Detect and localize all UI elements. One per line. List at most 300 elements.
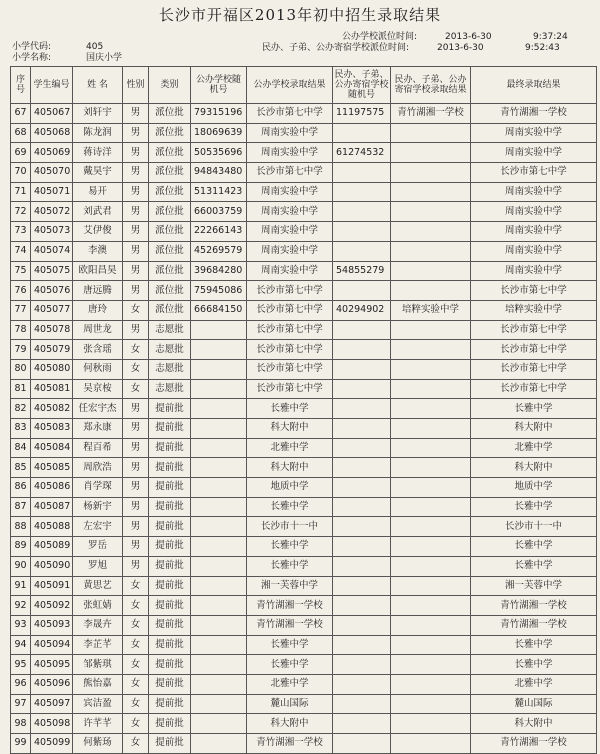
cell-category: 派位批 [149, 300, 191, 320]
cell-private-result [391, 458, 471, 478]
cell-student-id: 405094 [31, 635, 73, 655]
cell-name: 张虹婧 [73, 596, 123, 616]
cell-gender: 男 [123, 419, 149, 439]
cell-private-random-no [333, 517, 391, 537]
cell-student-id: 405074 [31, 241, 73, 261]
table-row [11, 320, 597, 340]
cell-private-result [391, 576, 471, 596]
cell-category: 提前批 [149, 458, 191, 478]
cell-seq: 79 [11, 340, 31, 360]
cell-final-result: 长沙市第七中学 [471, 340, 597, 360]
cell-public-result: 长雅中学 [247, 655, 333, 675]
cell-name: 程百希 [73, 438, 123, 458]
cell-gender: 男 [123, 222, 149, 242]
header-gender: 性别 [123, 67, 149, 104]
cell-student-id: 405078 [31, 320, 73, 340]
cell-private-result [391, 714, 471, 734]
cell-private-random-no [333, 399, 391, 419]
cell-gender: 男 [123, 163, 149, 183]
cell-student-id: 405068 [31, 123, 73, 143]
cell-gender: 男 [123, 458, 149, 478]
cell-category: 提前批 [149, 655, 191, 675]
school-code-label: 小学代码: [12, 42, 52, 52]
cell-public-random-no: 66684150 [191, 300, 247, 320]
cell-public-result: 青竹湖湘一学校 [247, 596, 333, 616]
cell-public-result: 长沙市第七中学 [247, 359, 333, 379]
cell-seq: 97 [11, 694, 31, 714]
cell-final-result: 北雅中学 [471, 438, 597, 458]
cell-gender: 男 [123, 497, 149, 517]
cell-name: 任宏宇杰 [73, 399, 123, 419]
cell-public-random-no [191, 576, 247, 596]
cell-final-result: 长沙市第七中学 [471, 359, 597, 379]
cell-public-result: 长沙市第七中学 [247, 320, 333, 340]
cell-student-id: 405092 [31, 596, 73, 616]
table-row [11, 123, 597, 143]
cell-gender: 男 [123, 399, 149, 419]
cell-public-random-no [191, 497, 247, 517]
cell-public-random-no [191, 478, 247, 498]
cell-student-id: 405091 [31, 576, 73, 596]
cell-name: 陈龙润 [73, 123, 123, 143]
cell-name: 李澳 [73, 241, 123, 261]
cell-student-id: 405077 [31, 300, 73, 320]
cell-name: 熊怡嘉 [73, 674, 123, 694]
cell-public-result: 周南实验中学 [247, 222, 333, 242]
cell-public-random-no [191, 655, 247, 675]
cell-private-random-no [333, 359, 391, 379]
header-seq: 序号 [11, 67, 31, 104]
cell-final-result: 培粹实验中学 [471, 300, 597, 320]
cell-public-random-no [191, 635, 247, 655]
cell-student-id: 405089 [31, 537, 73, 557]
cell-public-result: 周南实验中学 [247, 261, 333, 281]
table-row [11, 222, 597, 242]
cell-private-random-no [333, 458, 391, 478]
cell-gender: 女 [123, 300, 149, 320]
table-row [11, 517, 597, 537]
private-time-date: 2013-6-30 [437, 43, 484, 53]
cell-final-result: 周南实验中学 [471, 202, 597, 222]
cell-name: 唐玲 [73, 300, 123, 320]
cell-private-result [391, 478, 471, 498]
cell-private-random-no [333, 576, 391, 596]
cell-category: 派位批 [149, 222, 191, 242]
cell-student-id: 405090 [31, 556, 73, 576]
cell-private-random-no [333, 438, 391, 458]
cell-final-result: 科大附中 [471, 714, 597, 734]
cell-final-result: 科大附中 [471, 458, 597, 478]
cell-name: 宾洁盈 [73, 694, 123, 714]
cell-seq: 98 [11, 714, 31, 734]
cell-category: 志愿批 [149, 340, 191, 360]
cell-private-result [391, 143, 471, 163]
cell-name: 罗岳 [73, 537, 123, 557]
cell-private-result [391, 497, 471, 517]
cell-student-id: 405081 [31, 379, 73, 399]
table-row [11, 497, 597, 517]
cell-final-result: 青竹湖湘一学校 [471, 615, 597, 635]
cell-seq: 84 [11, 438, 31, 458]
cell-name: 何秋雨 [73, 359, 123, 379]
table-row [11, 714, 597, 734]
cell-private-result [391, 222, 471, 242]
cell-category: 提前批 [149, 438, 191, 458]
cell-private-random-no [333, 478, 391, 498]
cell-final-result: 麓山国际 [471, 694, 597, 714]
cell-private-result [391, 241, 471, 261]
cell-seq: 70 [11, 163, 31, 183]
table-row [11, 419, 597, 439]
cell-student-id: 405083 [31, 419, 73, 439]
cell-category: 提前批 [149, 537, 191, 557]
cell-gender: 男 [123, 438, 149, 458]
table-row [11, 556, 597, 576]
cell-gender: 女 [123, 635, 149, 655]
cell-gender: 男 [123, 261, 149, 281]
cell-public-random-no [191, 537, 247, 557]
header-student-id: 学生编号 [31, 67, 73, 104]
cell-public-result: 麓山国际 [247, 694, 333, 714]
dispatch-times [262, 32, 583, 54]
cell-public-random-no: 75945086 [191, 281, 247, 301]
cell-private-result [391, 438, 471, 458]
cell-final-result: 湘一芙蓉中学 [471, 576, 597, 596]
cell-student-id: 405076 [31, 281, 73, 301]
private-time-label: 民办、子弟、公办寄宿学校派位时间: [262, 43, 410, 53]
cell-name: 欧阳昌昊 [73, 261, 123, 281]
cell-final-result: 青竹湖湘一学校 [471, 596, 597, 616]
cell-gender: 女 [123, 379, 149, 399]
table-row [11, 438, 597, 458]
table-row [11, 399, 597, 419]
cell-private-result [391, 556, 471, 576]
cell-seq: 89 [11, 537, 31, 557]
cell-private-result [391, 182, 471, 202]
table-row [11, 340, 597, 360]
cell-private-result [391, 123, 471, 143]
cell-public-result: 长沙市第七中学 [247, 379, 333, 399]
cell-seq: 68 [11, 123, 31, 143]
cell-category: 提前批 [149, 419, 191, 439]
cell-private-random-no [333, 734, 391, 754]
school-name-label: 小学名称: [12, 53, 52, 63]
cell-name: 刘轩宇 [73, 104, 123, 124]
cell-seq: 96 [11, 674, 31, 694]
cell-student-id: 405067 [31, 104, 73, 124]
header-private-result: 民办、子弟、公办寄宿学校录取结果 [391, 67, 471, 104]
cell-gender: 男 [123, 281, 149, 301]
cell-public-random-no [191, 734, 247, 754]
cell-private-random-no [333, 596, 391, 616]
cell-private-random-no [333, 182, 391, 202]
cell-name: 李晟卉 [73, 615, 123, 635]
school-info [12, 42, 122, 64]
cell-public-result: 科大附中 [247, 714, 333, 734]
cell-name: 易开 [73, 182, 123, 202]
cell-category: 提前批 [149, 674, 191, 694]
cell-public-random-no [191, 714, 247, 734]
cell-public-result: 科大附中 [247, 458, 333, 478]
public-dispatch-time-row [342, 32, 583, 43]
cell-seq: 81 [11, 379, 31, 399]
cell-student-id: 405093 [31, 615, 73, 635]
cell-final-result: 长雅中学 [471, 635, 597, 655]
table-row [11, 379, 597, 399]
cell-student-id: 405071 [31, 182, 73, 202]
header-category: 类别 [149, 67, 191, 104]
table-row [11, 576, 597, 596]
admission-table [10, 66, 597, 754]
cell-private-result [391, 655, 471, 675]
cell-seq: 88 [11, 517, 31, 537]
cell-gender: 女 [123, 655, 149, 675]
table-row [11, 478, 597, 498]
cell-name: 周欣浩 [73, 458, 123, 478]
table-row [11, 241, 597, 261]
cell-name: 蒋诗洋 [73, 143, 123, 163]
cell-final-result: 北雅中学 [471, 674, 597, 694]
cell-seq: 77 [11, 300, 31, 320]
cell-seq: 73 [11, 222, 31, 242]
cell-private-random-no [333, 123, 391, 143]
cell-public-result: 长沙市第七中学 [247, 340, 333, 360]
cell-private-random-no [333, 222, 391, 242]
cell-final-result: 长雅中学 [471, 497, 597, 517]
table-row [11, 261, 597, 281]
cell-student-id: 405072 [31, 202, 73, 222]
cell-student-id: 405085 [31, 458, 73, 478]
cell-category: 提前批 [149, 478, 191, 498]
cell-gender: 女 [123, 340, 149, 360]
cell-private-result [391, 419, 471, 439]
cell-public-random-no [191, 340, 247, 360]
cell-private-result [391, 281, 471, 301]
cell-final-result: 周南实验中学 [471, 261, 597, 281]
cell-seq: 74 [11, 241, 31, 261]
page-title: 长沙市开福区2013年初中招生录取结果 [158, 6, 442, 24]
cell-gender: 男 [123, 478, 149, 498]
cell-private-result [391, 537, 471, 557]
cell-public-random-no [191, 458, 247, 478]
header-public-random-no: 公办学校随机号 [191, 67, 247, 104]
cell-private-result [391, 517, 471, 537]
cell-public-random-no [191, 359, 247, 379]
cell-seq: 80 [11, 359, 31, 379]
cell-category: 提前批 [149, 694, 191, 714]
cell-category: 提前批 [149, 517, 191, 537]
cell-public-result: 长雅中学 [247, 635, 333, 655]
cell-gender: 男 [123, 182, 149, 202]
cell-name: 左宏宇 [73, 517, 123, 537]
cell-final-result: 青竹湖湘一学校 [471, 734, 597, 754]
header-name: 姓 名 [73, 67, 123, 104]
cell-name: 郑永康 [73, 419, 123, 439]
cell-public-result: 周南实验中学 [247, 143, 333, 163]
cell-name: 罗旭 [73, 556, 123, 576]
cell-student-id: 405096 [31, 674, 73, 694]
cell-final-result: 周南实验中学 [471, 123, 597, 143]
cell-seq: 94 [11, 635, 31, 655]
cell-private-result [391, 694, 471, 714]
cell-name: 何紫玚 [73, 734, 123, 754]
cell-private-random-no [333, 163, 391, 183]
cell-student-id: 405069 [31, 143, 73, 163]
cell-private-random-no [333, 694, 391, 714]
school-name: 国庆小学 [86, 53, 123, 63]
cell-category: 提前批 [149, 635, 191, 655]
cell-private-random-no [333, 714, 391, 734]
cell-public-random-no [191, 419, 247, 439]
cell-seq: 78 [11, 320, 31, 340]
cell-public-random-no: 51311423 [191, 182, 247, 202]
cell-final-result: 青竹湖湘一学校 [471, 104, 597, 124]
cell-public-random-no [191, 379, 247, 399]
cell-public-random-no [191, 399, 247, 419]
cell-student-id: 405099 [31, 734, 73, 754]
cell-private-result [391, 596, 471, 616]
table-row [11, 359, 597, 379]
header-public-result: 公办学校录取结果 [247, 67, 333, 104]
cell-private-random-no [333, 635, 391, 655]
cell-public-result: 长雅中学 [247, 497, 333, 517]
cell-seq: 85 [11, 458, 31, 478]
cell-seq: 83 [11, 419, 31, 439]
cell-public-result: 长沙市第七中学 [247, 104, 333, 124]
cell-category: 派位批 [149, 143, 191, 163]
cell-name: 黄思艺 [73, 576, 123, 596]
cell-public-random-no: 45269579 [191, 241, 247, 261]
cell-gender: 女 [123, 596, 149, 616]
cell-public-random-no: 22266143 [191, 222, 247, 242]
cell-final-result: 长沙市第七中学 [471, 320, 597, 340]
cell-gender: 男 [123, 202, 149, 222]
cell-gender: 女 [123, 674, 149, 694]
cell-final-result: 长雅中学 [471, 399, 597, 419]
cell-public-random-no: 66003759 [191, 202, 247, 222]
cell-name: 邹紫琪 [73, 655, 123, 675]
cell-public-result: 地质中学 [247, 478, 333, 498]
cell-private-random-no: 61274532 [333, 143, 391, 163]
cell-category: 派位批 [149, 123, 191, 143]
cell-student-id: 405070 [31, 163, 73, 183]
cell-seq: 91 [11, 576, 31, 596]
cell-private-random-no [333, 537, 391, 557]
cell-final-result: 长雅中学 [471, 655, 597, 675]
cell-seq: 71 [11, 182, 31, 202]
cell-category: 派位批 [149, 281, 191, 301]
cell-seq: 93 [11, 615, 31, 635]
cell-public-result: 周南实验中学 [247, 182, 333, 202]
cell-private-result [391, 320, 471, 340]
table-row [11, 458, 597, 478]
table-body [11, 104, 597, 754]
cell-private-random-no [333, 556, 391, 576]
cell-seq: 82 [11, 399, 31, 419]
cell-private-result [391, 379, 471, 399]
cell-final-result: 周南实验中学 [471, 241, 597, 261]
header-private-random-no: 民办、子弟、公办寄宿学校随机号 [333, 67, 391, 104]
cell-student-id: 405082 [31, 399, 73, 419]
cell-public-random-no [191, 517, 247, 537]
cell-private-result [391, 202, 471, 222]
cell-gender: 男 [123, 556, 149, 576]
cell-student-id: 405079 [31, 340, 73, 360]
school-code-row [12, 42, 122, 53]
cell-category: 提前批 [149, 596, 191, 616]
cell-name: 肖学琛 [73, 478, 123, 498]
cell-student-id: 405075 [31, 261, 73, 281]
cell-public-random-no [191, 694, 247, 714]
cell-seq: 99 [11, 734, 31, 754]
cell-private-result: 青竹湖湘一学校 [391, 104, 471, 124]
cell-final-result: 长沙市第七中学 [471, 379, 597, 399]
cell-name: 张含瑶 [73, 340, 123, 360]
cell-public-result: 长雅中学 [247, 556, 333, 576]
cell-public-random-no: 39684280 [191, 261, 247, 281]
cell-student-id: 405080 [31, 359, 73, 379]
cell-category: 派位批 [149, 202, 191, 222]
table-row [11, 596, 597, 616]
cell-public-random-no [191, 674, 247, 694]
table-row [11, 163, 597, 183]
cell-student-id: 405073 [31, 222, 73, 242]
cell-student-id: 405098 [31, 714, 73, 734]
cell-public-random-no: 18069639 [191, 123, 247, 143]
cell-seq: 76 [11, 281, 31, 301]
private-dispatch-time-row [262, 43, 583, 54]
table-row [11, 615, 597, 635]
cell-private-random-no: 11197575 [333, 104, 391, 124]
cell-public-result: 科大附中 [247, 419, 333, 439]
cell-gender: 女 [123, 615, 149, 635]
cell-public-random-no: 50535696 [191, 143, 247, 163]
cell-private-result [391, 340, 471, 360]
cell-public-result: 北雅中学 [247, 674, 333, 694]
cell-category: 提前批 [149, 399, 191, 419]
cell-gender: 女 [123, 694, 149, 714]
table-row [11, 537, 597, 557]
cell-public-result: 长雅中学 [247, 399, 333, 419]
table-row [11, 694, 597, 714]
cell-private-random-no [333, 615, 391, 635]
public-time-clock: 9:37:24 [533, 32, 568, 42]
cell-category: 提前批 [149, 497, 191, 517]
cell-public-result: 周南实验中学 [247, 123, 333, 143]
cell-category: 志愿批 [149, 379, 191, 399]
cell-name: 刘武君 [73, 202, 123, 222]
cell-seq: 72 [11, 202, 31, 222]
cell-public-random-no [191, 320, 247, 340]
cell-private-result [391, 615, 471, 635]
cell-name: 李芷芊 [73, 635, 123, 655]
cell-gender: 女 [123, 734, 149, 754]
table-row [11, 202, 597, 222]
cell-gender: 女 [123, 359, 149, 379]
private-time-clock: 9:52:43 [525, 43, 560, 53]
cell-public-result: 北雅中学 [247, 438, 333, 458]
cell-gender: 男 [123, 537, 149, 557]
cell-public-result: 长雅中学 [247, 537, 333, 557]
cell-private-random-no [333, 241, 391, 261]
cell-gender: 女 [123, 576, 149, 596]
cell-category: 派位批 [149, 104, 191, 124]
cell-gender: 男 [123, 123, 149, 143]
cell-public-result: 长沙市第七中学 [247, 163, 333, 183]
cell-private-random-no [333, 379, 391, 399]
cell-category: 提前批 [149, 714, 191, 734]
cell-final-result: 长雅中学 [471, 537, 597, 557]
